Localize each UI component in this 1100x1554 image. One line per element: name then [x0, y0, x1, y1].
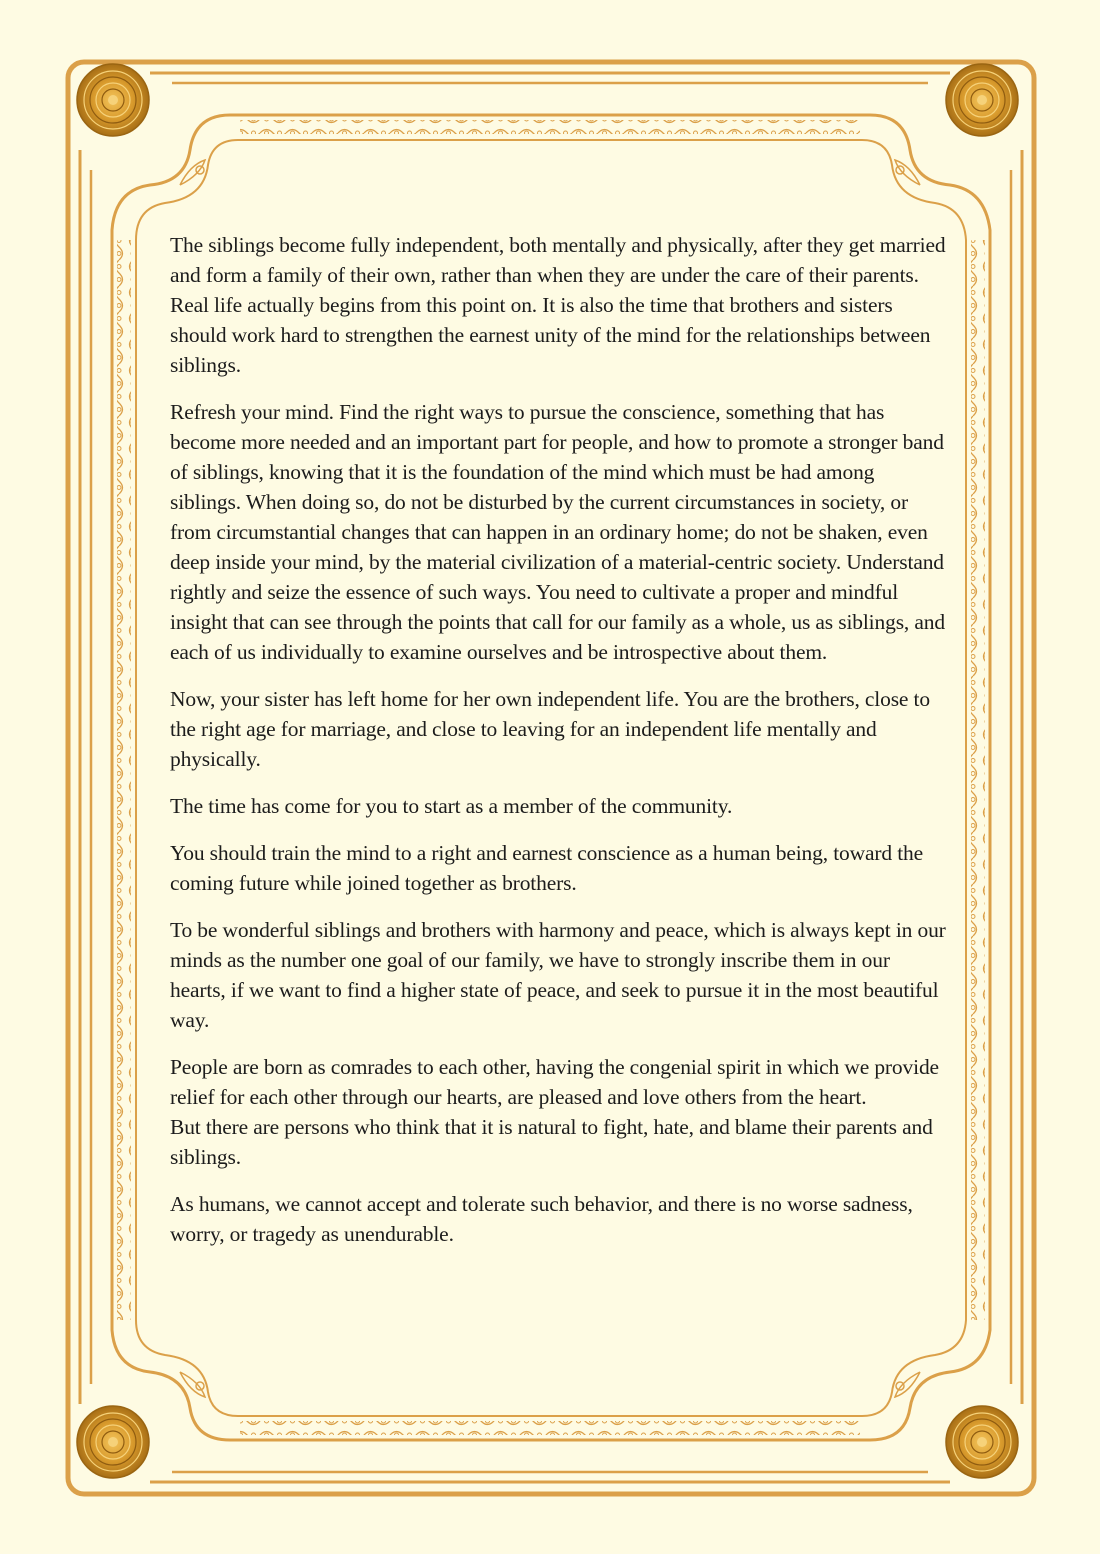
paragraph-line: The siblings become fully independent, both mentally and physically, after they get married and form a family of their own, rather than when they are under the care of their parents.	[170, 233, 946, 287]
paragraph-line: People are born as comrades to each other, having the congenial spirit in which we provide relief for each other through our hearts, are pleased and love others from the heart.	[170, 1055, 939, 1109]
ornament-band-top	[240, 120, 860, 134]
corner-scroll-tr-icon	[895, 160, 920, 185]
paragraph-7	[170, 1052, 950, 1172]
corner-scroll-tl-icon	[180, 160, 205, 185]
paragraph-4	[170, 791, 950, 821]
corner-medallion-top-left-icon	[77, 64, 149, 136]
paragraph-line: As humans, we cannot accept and tolerate such behavior, and there is no worse sadness, worry, or tragedy as unendurable.	[170, 1192, 913, 1246]
corner-medallion-bottom-right-icon	[946, 1406, 1018, 1478]
ornament-band-left	[117, 240, 131, 1320]
paragraph-5	[170, 838, 950, 898]
corner-medallion-top-right-icon	[946, 64, 1018, 136]
paragraph-3	[170, 684, 950, 774]
corner-medallion-bottom-left-icon	[77, 1406, 149, 1478]
paragraph-line: But there are persons who think that it is natural to fight, hate, and blame their parents and siblings.	[170, 1115, 933, 1169]
paragraph-line: Real life actually begins from this point on. It is also the time that brothers and sisters should work hard to strengthen the earnest unity of the mind for the relationships between siblings.	[170, 293, 931, 377]
paragraph-line: You should train the mind to a right and earnest conscience as a human being, toward the coming future while joined together as brothers.	[170, 841, 924, 895]
paragraph-line: Refresh your mind. Find the right ways to pursue the conscience, something that has become more needed and an important part for people, and how to promote a stronger band of siblings, knowing that it is the foundation of the mind which must be had among siblings. When doing so, do not be disturbed by the current circumstances in society, or from circumstantial changes that can happen in an ordinary home; do not be shaken, even deep inside your mind, by the material civilization of a material-centric society. Understand rightly and seize the essence of such ways. You need to cultivate a proper and mindful insight that can see through the points that call for our family as a whole, us as siblings, and each of us individually to examine ourselves and be introspective about them.	[170, 400, 945, 664]
paragraph-2	[170, 397, 950, 667]
ornament-band-bottom	[240, 1421, 860, 1435]
paragraph-1	[170, 230, 950, 380]
document-body	[170, 230, 950, 1266]
paragraph-8	[170, 1189, 950, 1249]
paragraph-6	[170, 915, 950, 1035]
paragraph-line: The time has come for you to start as a member of the community.	[170, 794, 733, 818]
paragraph-line: Now, your sister has left home for her own independent life. You are the brothers, close to the right age for marriage, and close to leaving for an independent life mentally and physically.	[170, 687, 930, 771]
paragraph-line: To be wonderful siblings and brothers with harmony and peace, which is always kept in our minds as the number one goal of our family, we have to strongly inscribe them in our hearts, if we want to find a higher state of peace, and seek to pursue it in the most beautiful way.	[170, 918, 946, 1032]
ornament-band-right	[971, 240, 985, 1320]
